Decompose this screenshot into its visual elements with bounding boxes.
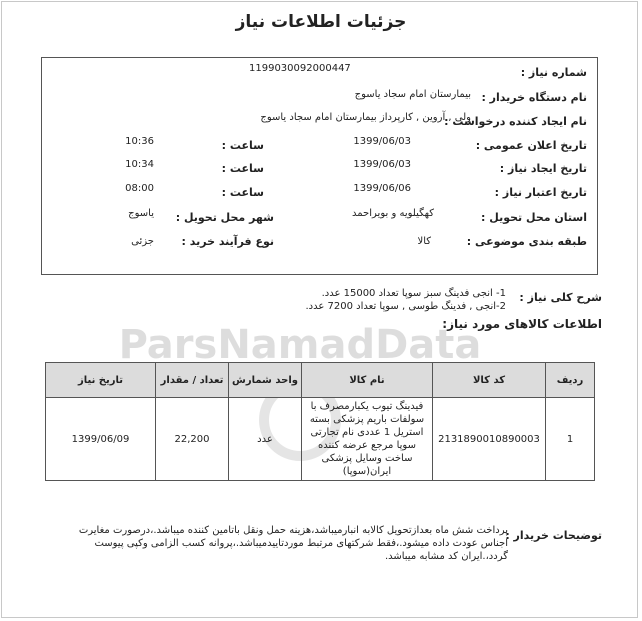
announce-time-label: ساعت : [221,139,264,152]
buyer-org-value: بیمارستان امام سجاد یاسوج [354,89,471,100]
header-item-code: کد کالا [433,363,546,398]
header-quantity: تعداد / مقدار [156,363,229,398]
header-unit: واحد شمارش [229,363,302,398]
buyer-notes-label: توضیحات خریدار : [505,529,602,542]
cell-need-date: 1399/06/09 [46,398,156,481]
page-title: جزئیات اطلاعات نیاز [235,12,407,32]
announce-time-value: 10:36 [125,136,154,147]
summary-line-1: 1- انجی فدینگ سبز سوپا تعداد 15000 عدد. [321,288,506,299]
need-info-box [41,57,598,275]
announce-date-value: 1399/06/03 [353,136,411,147]
valid-date-value: 1399/06/06 [353,183,411,194]
summary-text [305,287,506,313]
create-time-label: ساعت : [221,162,264,175]
valid-time-label: ساعت : [221,186,264,199]
process-label: نوع فرآیند خرید : [181,235,274,248]
watermark-text: ParsNamadData [118,322,482,368]
cell-item-code: 2131890010890003 [433,398,546,481]
header-item-name: نام کالا [302,363,433,398]
items-section-title: اطلاعات کالاهای مورد نیاز: [442,317,602,331]
table-row [46,398,595,481]
valid-date-label: تاریخ اعتبار نیاز : [494,186,587,199]
header-row-number: ردیف [546,363,595,398]
cell-row-number: 1 [546,398,595,481]
category-label: طبقه بندی موضوعی : [466,235,587,248]
create-date-label: تاریخ ایجاد نیاز : [499,162,587,175]
header-need-date: تاریخ نیاز [46,363,156,398]
province-value: کهگیلویه و بویراحمد [352,208,434,219]
valid-time-value: 08:00 [125,183,154,194]
cell-unit: عدد [229,398,302,481]
city-value: یاسوج [128,208,154,219]
city-label: شهر محل تحویل : [175,211,274,224]
create-date-value: 1399/06/03 [353,159,411,170]
province-label: استان محل تحویل : [481,211,587,224]
creator-label: نام ایجاد کننده درخواست : [444,115,587,128]
announce-date-label: تاریخ اعلان عمومی : [475,139,587,152]
summary-line-2: 2-انجی , فدینگ طوسی , سوپا تعداد 7200 عدد. [305,301,506,312]
need-number-value: 1199030092000447 [249,63,351,74]
create-time-value: 10:34 [125,159,154,170]
category-value: کالا [417,236,431,247]
summary-label: شرح کلی نیاز : [519,291,602,304]
cell-item-name: فیدینگ تیوب یکبارمصرف با سولفات باریم پزشکی بسته استریل 1 عددی نام تجارتی سوپا مرجع عرضه کننده ساخت وسایل پزشکی ایران(سوپا) [302,398,433,481]
buyer-org-label: نام دستگاه خریدار : [481,91,587,104]
process-value: جزئی [131,236,154,247]
cell-quantity: 22,200 [156,398,229,481]
need-number-label: شماره نیاز : [520,66,587,79]
items-table-header [46,363,595,398]
buyer-notes-text: پرداخت شش ماه بعدازتحویل کالابه انبارمیباشد،هزینه حمل ونقل باتامین کننده میباشد.،درصورت مغایرت اجناس عودت داده میشود.،فقط شرکتهای مرتبط موردتاییدمیباشد.،پروانه کسب الزامی وکپی پیوست گردد،.ایران کد مشابه میباشد. [78,525,508,562]
items-table [45,362,595,481]
creator-value: ولی , آروین , کارپرداز بیمارستان امام سجاد یاسوج [260,112,471,123]
